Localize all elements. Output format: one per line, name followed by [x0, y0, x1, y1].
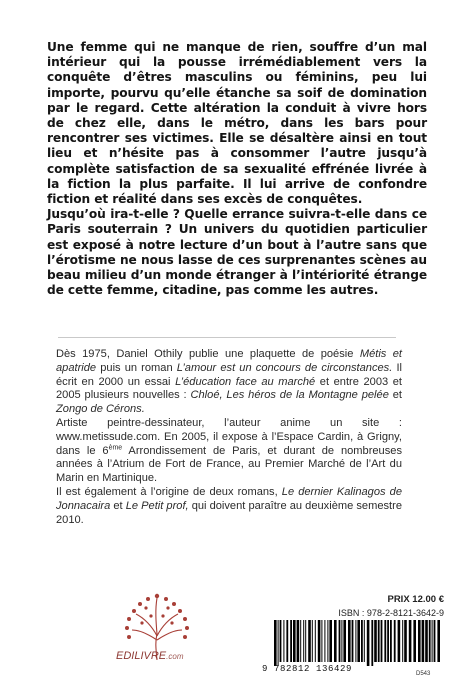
- barcode-bar: [312, 620, 313, 662]
- barcode-bar: [286, 620, 288, 662]
- barcode-bar: [315, 620, 316, 662]
- barcode-bar: [374, 620, 377, 662]
- barcode-bar: [429, 620, 431, 662]
- bio-text: Il écrit en 2000 un essai: [56, 361, 402, 388]
- barcode-bar: [300, 620, 301, 662]
- barcode-bar: [324, 620, 325, 662]
- barcode-bar: [297, 620, 300, 662]
- barcode-bar: [422, 620, 425, 662]
- bio-text: Dès 1975, Daniel Othily publie une plaquette de poésie: [56, 348, 360, 360]
- barcode-bar: [398, 620, 401, 662]
- barcode-bar: [434, 620, 436, 662]
- barcode-bar: [384, 620, 386, 662]
- publisher-logo-text: [116, 650, 183, 662]
- barcode-bar: [305, 620, 306, 662]
- barcode-bar: [341, 620, 342, 662]
- bio-text: Arrondissement de Paris, et durant de nombreuses années à l’Atrium de Fort de France, au Premier Marché de l’Art du Marin en Martinique.: [56, 444, 402, 485]
- bio-text: puis un roman: [96, 361, 177, 374]
- isbn-label: ISBN : 978-2-8121-3642-9: [338, 608, 444, 618]
- barcode-bar: [343, 620, 346, 662]
- barcode-bar: [425, 620, 428, 662]
- barcode-bar: [378, 620, 380, 662]
- barcode-bar: [318, 620, 321, 662]
- book-title: L’amour est un concours de circonstances.: [176, 361, 393, 374]
- barcode-bar: [274, 620, 277, 666]
- barcode-bar: [303, 620, 304, 662]
- barcode-code: D543: [416, 671, 431, 677]
- price-label: PRIX 12.00 €: [387, 594, 444, 605]
- barcode-bar: [409, 620, 412, 662]
- bio-text: Artiste peintre-dessinateur, l’auteur anime un site : www.metissude.com. En 2005, il expose à l’Espace Cardin, à Grigny, dans le 6: [56, 416, 402, 457]
- barcode-bar: [381, 620, 383, 662]
- barcode-bar: [355, 620, 356, 662]
- barcode-bar: [394, 620, 396, 662]
- barcode-bar: [327, 620, 328, 662]
- barcode-bar: [283, 620, 284, 662]
- divider: [58, 337, 396, 338]
- publisher-name: EDILIVRE: [116, 650, 167, 662]
- blurb-paragraph: Une femme qui ne manque de rien, souffre d’un mal intérieur qui la pousse irrémédiablement vers la conquête d’êtres masculins ou féminins, peu lui importe, pourvu qu’elle étanche sa soif de domination par le regard. Cette altération la conduit à vivre hors de chez elle, dans le métro, dans les bars pour rencontrer ses victimes. Elle se désaltère ainsi en tout lieu et n’hésite pas à consommer l’autre jusqu’à complète satisfaction de sa sexualité effrénée livrée à la fiction la plus parfaite. Il lui arrive de confondre fiction et réalité dans ses excès de conquêtes.: [47, 40, 427, 207]
- book-title: Métis et apatride: [56, 348, 402, 374]
- bio-paragraph: [56, 348, 402, 417]
- barcode-bar: [364, 620, 365, 662]
- barcode-bar: [418, 620, 421, 662]
- barcode-bar: [290, 620, 292, 662]
- barcode-bar: [280, 620, 282, 662]
- bio-text: et entre 2003 et 2005 plusieurs nouvelles :: [56, 375, 402, 402]
- barcode-bar: [308, 620, 311, 662]
- barcode-bar: [404, 620, 407, 662]
- book-title: L’éducation face au marché: [175, 375, 316, 388]
- barcode-bar: [339, 620, 341, 662]
- superscript: ème: [108, 443, 123, 451]
- bio-text: Il est également à l’origine de deux romans,: [56, 485, 282, 498]
- barcode-bar: [387, 620, 389, 662]
- barcode-bar: [367, 620, 370, 666]
- barcode-bar: [361, 620, 363, 662]
- barcode-bar: [334, 620, 337, 662]
- bio-paragraph: [56, 417, 402, 486]
- barcode-bar: [390, 620, 392, 662]
- book-title: Chloé, Les héros de la Montagne pelée: [190, 389, 389, 402]
- barcode-bar: [357, 620, 360, 662]
- barcode-bar: [413, 620, 416, 662]
- barcode-bar: [348, 620, 351, 662]
- barcode-bar: [352, 620, 354, 662]
- bio-paragraph: [56, 486, 402, 527]
- barcode-bar: [321, 620, 322, 662]
- author-bio: [56, 348, 402, 527]
- barcode-bar: [371, 620, 373, 666]
- barcode-bar: [329, 620, 332, 662]
- barcode-bar: [293, 620, 296, 662]
- bio-text: et: [110, 499, 126, 512]
- book-title: Zongo de Cérons.: [56, 403, 145, 416]
- blurb-paragraph: Jusqu’où ira-t-elle ? Quelle errance suivra-t-elle dans ce Paris souterrain ? Un univers du quotidien particulier est exposé à notre lecture d’un bout à l’autre sans que l’érotisme ne nous lasse de ces surprenantes scènes au beau milieu d’un monde étranger à l’intériorité étrange de cette femme, citadine, pas comme les autres.: [47, 207, 427, 298]
- barcode-digits: 9 782812 136429: [262, 664, 353, 674]
- bio-text: qui doivent paraître au deuxième semestre 2010.: [56, 499, 402, 526]
- book-title: Le Petit prof,: [125, 499, 189, 512]
- barcode-bar: [278, 620, 279, 666]
- publisher-domain: .com: [166, 652, 184, 661]
- back-cover-blurb: [47, 40, 427, 298]
- barcode-bar: [437, 620, 440, 662]
- bio-text: et: [388, 389, 402, 402]
- barcode-bar: [402, 620, 403, 662]
- barcode: [264, 620, 444, 668]
- barcode-bar: [432, 620, 433, 662]
- book-title: Le dernier Kalinagos de Jonnacaira: [56, 485, 402, 512]
